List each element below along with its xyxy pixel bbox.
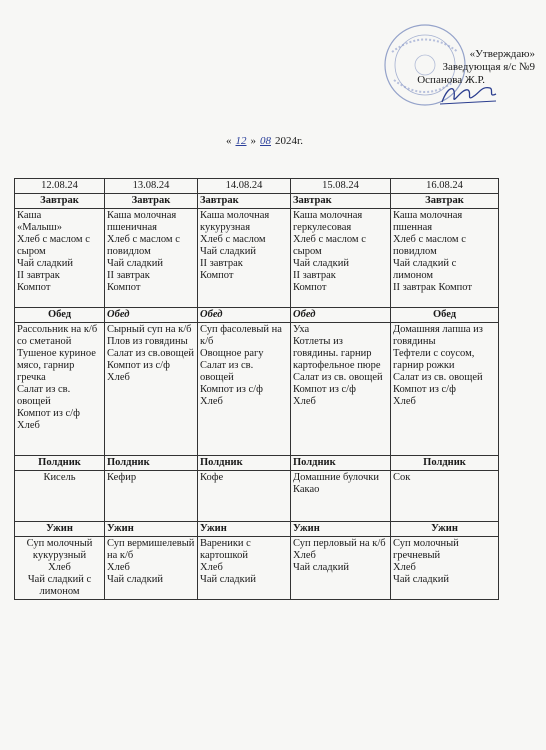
snack-cell: [105, 471, 198, 522]
lunch-label: Обед: [105, 308, 198, 323]
breakfast-items-row: [15, 209, 499, 308]
menu-item: Чай сладкий: [107, 574, 163, 585]
menu-item: Чай сладкий: [200, 574, 256, 585]
dinner-items-row: [15, 537, 499, 600]
snack-cell: [15, 471, 105, 522]
menu-item: Чай сладкий с лимоном: [393, 258, 457, 281]
breakfast-cell: [291, 209, 391, 308]
menu-item: Сырный суп на к/б: [107, 324, 192, 335]
menu-item: Салат из св. овощей: [293, 372, 383, 383]
dinner-cell: [391, 537, 499, 600]
menu-item: Компот из с/ф: [393, 384, 456, 395]
menu-item: Хлеб с маслом с повидлом: [393, 234, 466, 257]
menu-item: Хлеб: [393, 562, 416, 573]
date-open-quote: «: [226, 135, 232, 147]
breakfast-label: Завтрак: [198, 194, 291, 209]
menu-item: Салат из св. овощей: [17, 384, 71, 407]
breakfast-label: Завтрак: [105, 194, 198, 209]
dinner-cell: [105, 537, 198, 600]
menu-item: Котлеты из говядины. гарнир картофельное пюре: [293, 336, 381, 371]
menu-item: Хлеб: [200, 562, 223, 573]
approval-name: Оспанова Ж.Р.: [417, 74, 485, 86]
menu-item: II завтрак: [200, 258, 243, 269]
menu-item: Хлеб: [293, 550, 316, 561]
lunch-cell: [15, 323, 105, 456]
date-cell: 13.08.24: [105, 179, 198, 194]
menu-item: Каша молочная кукурузная: [200, 210, 270, 233]
menu-item: Компот: [200, 270, 234, 281]
snack-label: Полдник: [291, 456, 391, 471]
menu-item: Чай сладкий: [293, 562, 349, 573]
menu-item: Суп вермишелевый на к/б: [107, 538, 195, 561]
dinner-label: Ужин: [291, 522, 391, 537]
menu-item: Чай сладкий: [17, 258, 73, 269]
menu-item: Каша молочная геркулесовая: [293, 210, 363, 233]
menu-item: Какао: [293, 484, 320, 495]
breakfast-cell: [105, 209, 198, 308]
menu-item: Компот из с/ф: [293, 384, 356, 395]
approval-block: [355, 48, 535, 87]
date-cell: 15.08.24: [291, 179, 391, 194]
date-day: 12: [235, 135, 247, 147]
menu-item: Компот: [17, 282, 51, 293]
menu-item: Хлеб: [48, 562, 71, 573]
breakfast-label-row: [15, 194, 499, 209]
snack-cell: [391, 471, 499, 522]
menu-item: Салат из св. овощей: [393, 372, 483, 383]
menu-item: Салат из св. овощей: [200, 360, 254, 383]
lunch-label-row: [15, 308, 499, 323]
date-close-quote: »: [250, 135, 256, 147]
menu-item: Тушеное куриное мясо, гарнир гречка: [17, 348, 96, 383]
menu-item: Чай сладкий с лимоном: [27, 574, 92, 597]
menu-item: Чай сладкий: [200, 246, 256, 257]
menu-item: Кефир: [107, 472, 137, 483]
menu-item: Рассольник на к/б со сметаной: [17, 324, 98, 347]
menu-table: [14, 178, 499, 600]
approval-position: Заведующая я/с №9: [442, 61, 535, 73]
menu-item: Компот из с/ф: [107, 360, 170, 371]
menu-item: Хлеб с маслом: [200, 234, 266, 245]
menu-item: Хлеб: [200, 396, 223, 407]
menu-item: Тефтели с соусом, гарнир рожки: [393, 348, 475, 371]
date-year: 2024г.: [275, 135, 304, 147]
lunch-label: Обед: [291, 308, 391, 323]
menu-item: Вареники с картошкой: [200, 538, 251, 561]
menu-item: Суп перловый на к/б: [293, 538, 386, 549]
menu-item: Чай сладкий: [107, 258, 163, 269]
menu-item: Чай сладкий: [393, 574, 449, 585]
menu-item: Суп фасолевый на к/б: [200, 324, 282, 347]
snack-items-row: [15, 471, 499, 522]
menu-item: Хлеб: [107, 372, 130, 383]
menu-item: Компот из с/ф: [17, 408, 80, 419]
menu-item: Кофе: [200, 472, 224, 483]
menu-item: Компот из с/ф: [200, 384, 263, 395]
date-cell: 12.08.24: [15, 179, 105, 194]
date-cell: 14.08.24: [198, 179, 291, 194]
menu-item: Суп молочный кукурузный: [26, 538, 93, 561]
lunch-cell: [291, 323, 391, 456]
menu-item: Хлеб с маслом с сыром: [293, 234, 366, 257]
dinner-label: Ужин: [15, 522, 105, 537]
menu-item: Хлеб с маслом с повидлом: [107, 234, 180, 257]
lunch-label: Обед: [198, 308, 291, 323]
breakfast-label: Завтрак: [391, 194, 499, 209]
menu-item: Салат из св.овощей: [107, 348, 194, 359]
menu-item: Хлеб: [293, 396, 316, 407]
dinner-label: Ужин: [391, 522, 499, 537]
menu-item: Каша молочная пшеничная: [107, 210, 177, 233]
menu-item: II завтрак: [293, 270, 336, 281]
dinner-label: Ужин: [105, 522, 198, 537]
breakfast-cell: [198, 209, 291, 308]
menu-item: Суп молочный гречневый: [393, 538, 459, 561]
menu-item: Каша молочная пшенная: [393, 210, 463, 233]
menu-item: Каша: [17, 210, 42, 221]
menu-item: Овощное рагу: [200, 348, 264, 359]
document-date: [226, 135, 303, 147]
snack-label: Полдник: [391, 456, 499, 471]
lunch-cell: [391, 323, 499, 456]
menu-item: Чай сладкий: [293, 258, 349, 269]
menu-item: Хлеб: [17, 420, 40, 431]
menu-item: Компот: [293, 282, 327, 293]
menu-item: Компот: [107, 282, 141, 293]
menu-item: Домашняя лапша из говядины: [393, 324, 483, 347]
dinner-cell: [291, 537, 391, 600]
breakfast-cell: [391, 209, 499, 308]
snack-cell: [291, 471, 391, 522]
breakfast-label: Завтрак: [15, 194, 105, 209]
date-header-row: [15, 179, 499, 194]
menu-item: Домашние булочки: [293, 472, 380, 483]
menu-item: Сок: [393, 472, 411, 483]
menu-item: Хлеб: [107, 562, 130, 573]
menu-item: Хлеб с маслом с сыром: [17, 234, 90, 257]
menu-item: Уха: [293, 324, 310, 335]
lunch-label: Обед: [15, 308, 105, 323]
snack-label: Полдник: [105, 456, 198, 471]
approval-title: «Утверждаю»: [469, 48, 535, 60]
menu-item: II завтрак Компот: [393, 282, 472, 293]
snack-label-row: [15, 456, 499, 471]
snack-cell: [198, 471, 291, 522]
lunch-label: Обед: [391, 308, 499, 323]
breakfast-label: Завтрак: [291, 194, 391, 209]
menu-item: «Малыш»: [17, 222, 62, 233]
dinner-cell: [15, 537, 105, 600]
menu-item: Плов из говядины: [107, 336, 188, 347]
breakfast-cell: [15, 209, 105, 308]
date-month: 08: [260, 135, 271, 147]
menu-item: Кисель: [43, 472, 76, 483]
menu-item: Хлеб: [393, 396, 416, 407]
snack-label: Полдник: [15, 456, 105, 471]
lunch-cell: [198, 323, 291, 456]
menu-item: II завтрак: [107, 270, 150, 281]
dinner-label: Ужин: [198, 522, 291, 537]
lunch-cell: [105, 323, 198, 456]
menu-item: II завтрак: [17, 270, 60, 281]
lunch-items-row: [15, 323, 499, 456]
dinner-label-row: [15, 522, 499, 537]
date-cell: 16.08.24: [391, 179, 499, 194]
snack-label: Полдник: [198, 456, 291, 471]
dinner-cell: [198, 537, 291, 600]
